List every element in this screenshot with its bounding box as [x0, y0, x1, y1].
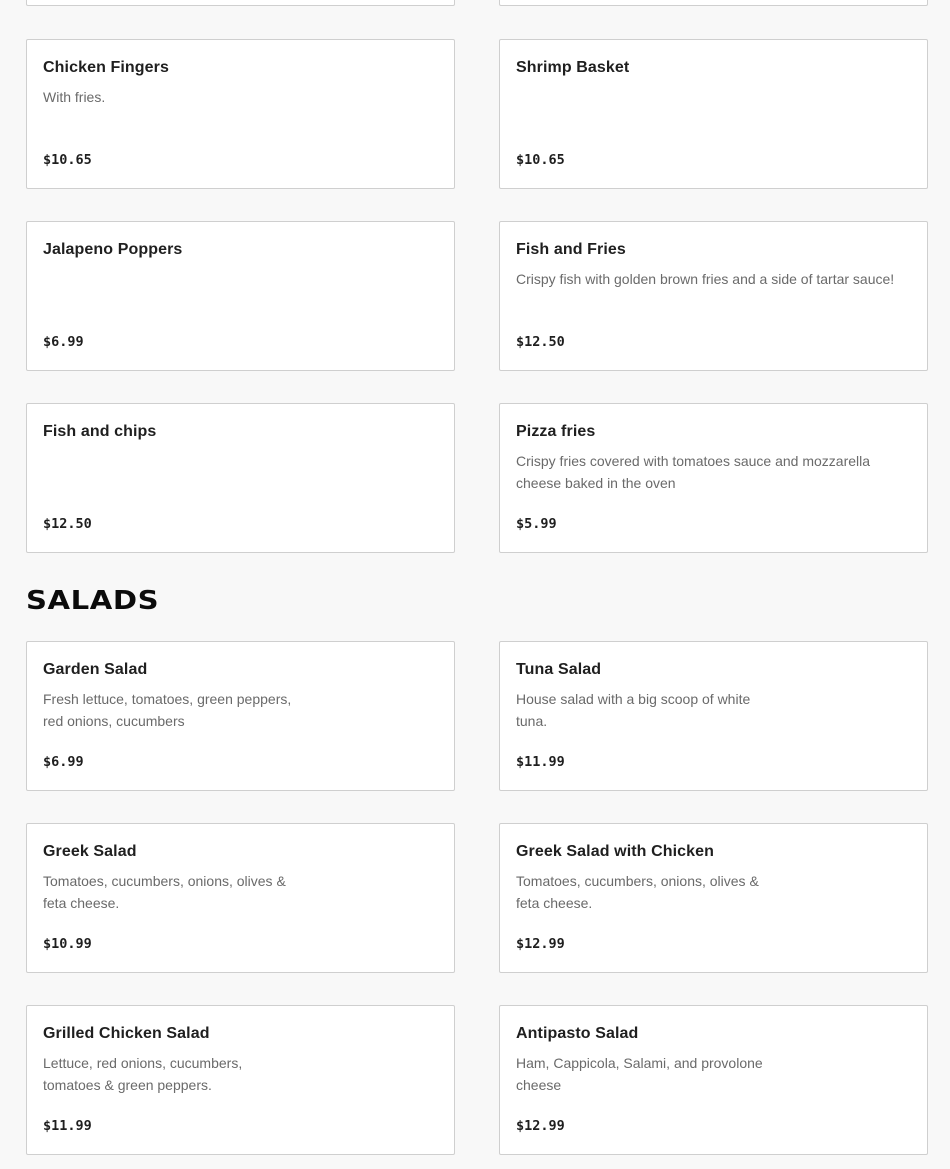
menu-item-card[interactable] [499, 39, 928, 189]
menu-item-description: Fresh lettuce, tomatoes, green peppers, red onions, cucumbers [43, 691, 292, 729]
menu-item-card[interactable] [499, 0, 928, 6]
menu-item-price: $10.65 [516, 152, 565, 168]
menu-item-card[interactable] [26, 1005, 455, 1155]
menu-item-card[interactable] [26, 39, 455, 189]
menu-item-price: $5.99 [516, 516, 557, 532]
menu-item-name: Greek Salad [43, 843, 137, 860]
menu-item-price: $11.99 [516, 754, 565, 770]
menu-item-price: $12.50 [43, 516, 92, 532]
menu-item-card[interactable] [26, 823, 455, 973]
menu-item-description: House salad with a big scoop of white tuna. [516, 691, 751, 729]
menu-item-card[interactable] [499, 403, 928, 553]
menu-item-name: Tuna Salad [516, 661, 602, 678]
menu-item-price: $6.99 [43, 754, 84, 770]
menu-item-name: Chicken Fingers [43, 59, 169, 76]
menu-item-description: Crispy fish with golden brown fries and a side of tartar sauce! [516, 271, 895, 287]
menu-item-card[interactable] [26, 641, 455, 791]
menu-item-card[interactable] [26, 403, 455, 553]
menu-item-name: Fish and Fries [516, 241, 626, 258]
menu-item-card[interactable] [499, 1005, 928, 1155]
menu-item-description: Tomatoes, cucumbers, onions, olives & feta cheese. [516, 873, 759, 911]
menu-item-card[interactable] [499, 221, 928, 371]
menu-item-price: $10.99 [43, 936, 92, 952]
menu-item-description: Tomatoes, cucumbers, onions, olives & feta cheese. [43, 873, 286, 911]
menu-item-name: Greek Salad with Chicken [516, 843, 715, 860]
menu-item-price: $12.99 [516, 1118, 565, 1134]
menu-item-price: $12.99 [516, 936, 565, 952]
menu-item-name: Fish and chips [43, 423, 157, 440]
menu-item-description: Ham, Cappicola, Salami, and provolone cheese [516, 1055, 763, 1093]
menu-item-name: Grilled Chicken Salad [43, 1025, 210, 1042]
menu-item-card[interactable] [499, 641, 928, 791]
menu-item-price: $11.99 [43, 1118, 92, 1134]
menu-item-name: Garden Salad [43, 661, 148, 678]
menu-item-description: Lettuce, red onions, cucumbers, tomatoes & green peppers. [43, 1055, 243, 1093]
menu-item-card[interactable] [26, 0, 455, 6]
menu-item-name: Shrimp Basket [516, 59, 630, 76]
menu-item-card[interactable] [499, 823, 928, 973]
menu-item-price: $6.99 [43, 334, 84, 350]
menu-item-price: $12.50 [516, 334, 565, 350]
menu-item-name: Antipasto Salad [516, 1025, 639, 1042]
menu-item-price: $10.65 [43, 152, 92, 168]
menu-item-description: Crispy fries covered with tomatoes sauce and mozzarella cheese baked in the oven [516, 453, 871, 491]
menu-item-card[interactable] [26, 221, 455, 371]
menu-item-name: Pizza fries [516, 423, 596, 440]
section-title-salads: SALADS [26, 586, 160, 616]
menu-item-name: Jalapeno Poppers [43, 241, 183, 258]
menu-item-description: With fries. [43, 89, 106, 105]
